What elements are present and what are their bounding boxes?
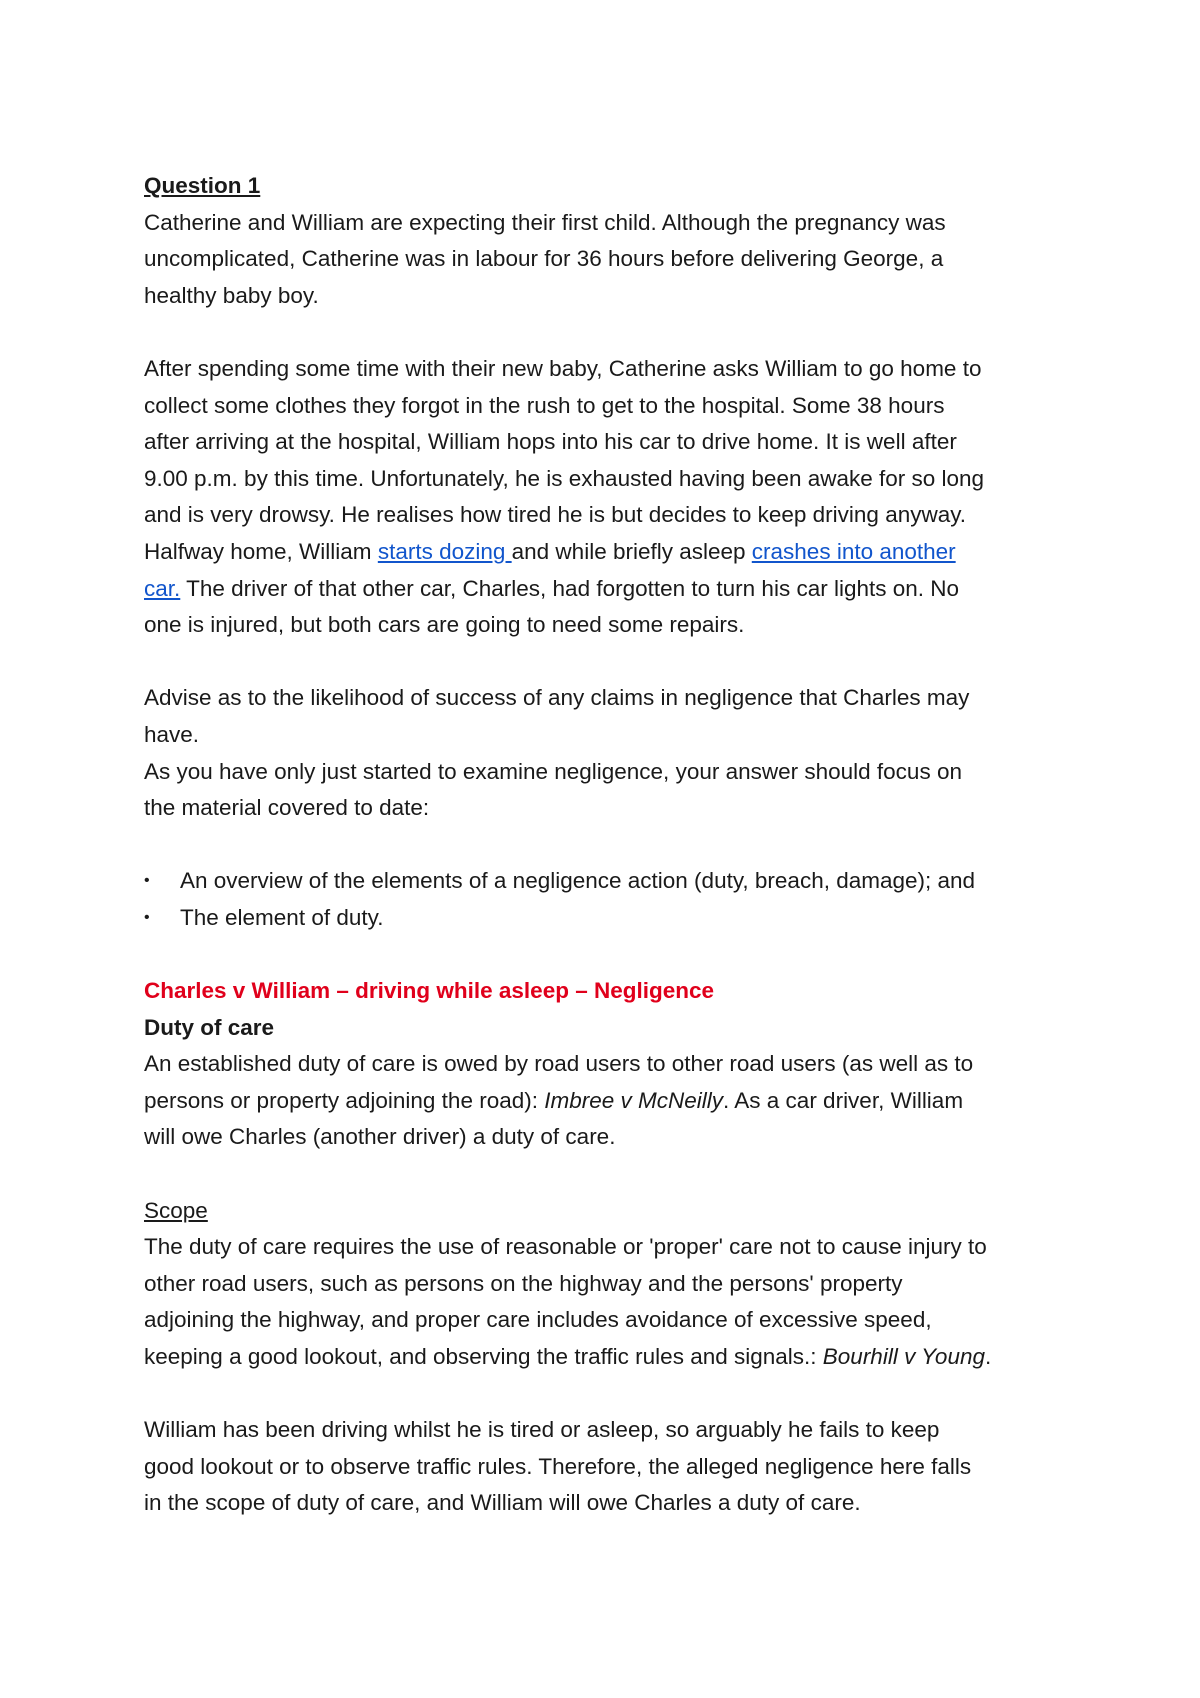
text-line: after arriving at the hospital, William hops into his car to drive home. It is well after — [144, 429, 957, 455]
scope-paragraph — [144, 1229, 1074, 1375]
text-segment: and while briefly asleep — [511, 538, 752, 564]
text-line: have. — [144, 721, 200, 747]
text-line: An established duty of care is owed by road users to other road users (as well as to — [144, 1051, 974, 1077]
blank-line — [144, 827, 1074, 864]
question-paragraph-2 — [144, 351, 1074, 644]
car-link[interactable]: car. — [144, 575, 181, 601]
text-line: Catherine and William are expecting their first child. Although the pregnancy was — [144, 209, 946, 235]
blank-line — [144, 936, 1074, 973]
bullet-icon: • — [144, 872, 150, 890]
case-citation: Imbree v McNeilly — [544, 1087, 724, 1113]
text-line: As you have only just started to examine negligence, your answer should focus on — [144, 758, 962, 784]
duty-of-care-heading: Duty of care — [144, 1014, 275, 1040]
text-line-with-case — [144, 1339, 1074, 1376]
text-line: other road users, such as persons on the highway and the persons' property — [144, 1270, 903, 1296]
document-page — [144, 168, 1074, 1522]
text-line: Advise as to the likelihood of success of any claims in negligence that Charles may — [144, 685, 970, 711]
text-line: collect some clothes they forgot in the rush to get to the hospital. Some 38 hours — [144, 392, 945, 418]
question-title: Question 1 — [144, 173, 261, 198]
text-line: William has been driving whilst he is tired or asleep, so arguably he fails to keep — [144, 1417, 940, 1443]
text-line: 9.00 p.m. by this time. Unfortunately, he is exhausted having been awake for so long — [144, 465, 985, 491]
text-line: After spending some time with their new baby, Catherine asks William to go home to — [144, 355, 982, 381]
text-line-with-links — [144, 534, 1074, 571]
bullet-icon: • — [144, 908, 150, 926]
text-line: healthy baby boy. — [144, 282, 319, 308]
text-line: the material covered to date: — [144, 795, 430, 821]
text-line: adjoining the highway, and proper care includes avoidance of excessive speed, — [144, 1307, 932, 1333]
blank-line — [144, 644, 1074, 681]
text-line-with-case — [144, 1083, 1074, 1120]
text-line: one is injured, but both cars are going to need some repairs. — [144, 612, 745, 638]
starts-dozing-link[interactable]: starts dozing — [377, 538, 512, 564]
text-segment: . As a car driver, William — [723, 1087, 964, 1113]
bullet-list — [144, 863, 1074, 936]
duty-paragraph — [144, 1046, 1074, 1156]
conclusion-paragraph — [144, 1412, 1074, 1522]
text-line-with-link — [144, 571, 1074, 608]
list-item — [144, 900, 1074, 937]
text-segment: . — [984, 1344, 992, 1369]
text-line: uncomplicated, Catherine was in labour for 36 hours before delivering George, a — [144, 246, 944, 272]
list-item-text: An overview of the elements of a negligence action (duty, breach, damage); and — [180, 868, 976, 894]
list-item — [144, 863, 1074, 900]
question-paragraph-3 — [144, 680, 1074, 826]
case-citation: Bourhill v Young — [822, 1344, 985, 1369]
text-line: and is very drowsy. He realises how tired he is but decides to keep driving anyway. — [144, 502, 967, 528]
text-segment: Halfway home, William — [144, 538, 378, 564]
answer-heading: Charles v William – driving while asleep – Negligence — [144, 978, 715, 1004]
blank-line — [144, 1376, 1074, 1413]
text-segment: persons or property adjoining the road): — [144, 1087, 545, 1113]
list-item-text: The element of duty. — [180, 904, 384, 930]
crashes-into-another-car-link[interactable]: crashes into another — [751, 538, 956, 564]
question-paragraph-1 — [144, 205, 1074, 315]
scope-heading: Scope — [144, 1197, 208, 1223]
text-line: in the scope of duty of care, and William will owe Charles a duty of care. — [144, 1490, 861, 1516]
text-segment: keeping a good lookout, and observing the traffic rules and signals.: — [144, 1344, 823, 1369]
text-line: will owe Charles (another driver) a duty of care. — [144, 1124, 616, 1150]
text-line: good lookout or to observe traffic rules. Therefore, the alleged negligence here falls — [144, 1453, 972, 1479]
blank-line — [144, 314, 1074, 351]
text-line: The duty of care requires the use of reasonable or 'proper' care not to cause injury to — [144, 1234, 987, 1260]
text-segment: The driver of that other car, Charles, had forgotten to turn his car lights on. No — [180, 575, 960, 601]
blank-line — [144, 1156, 1074, 1193]
